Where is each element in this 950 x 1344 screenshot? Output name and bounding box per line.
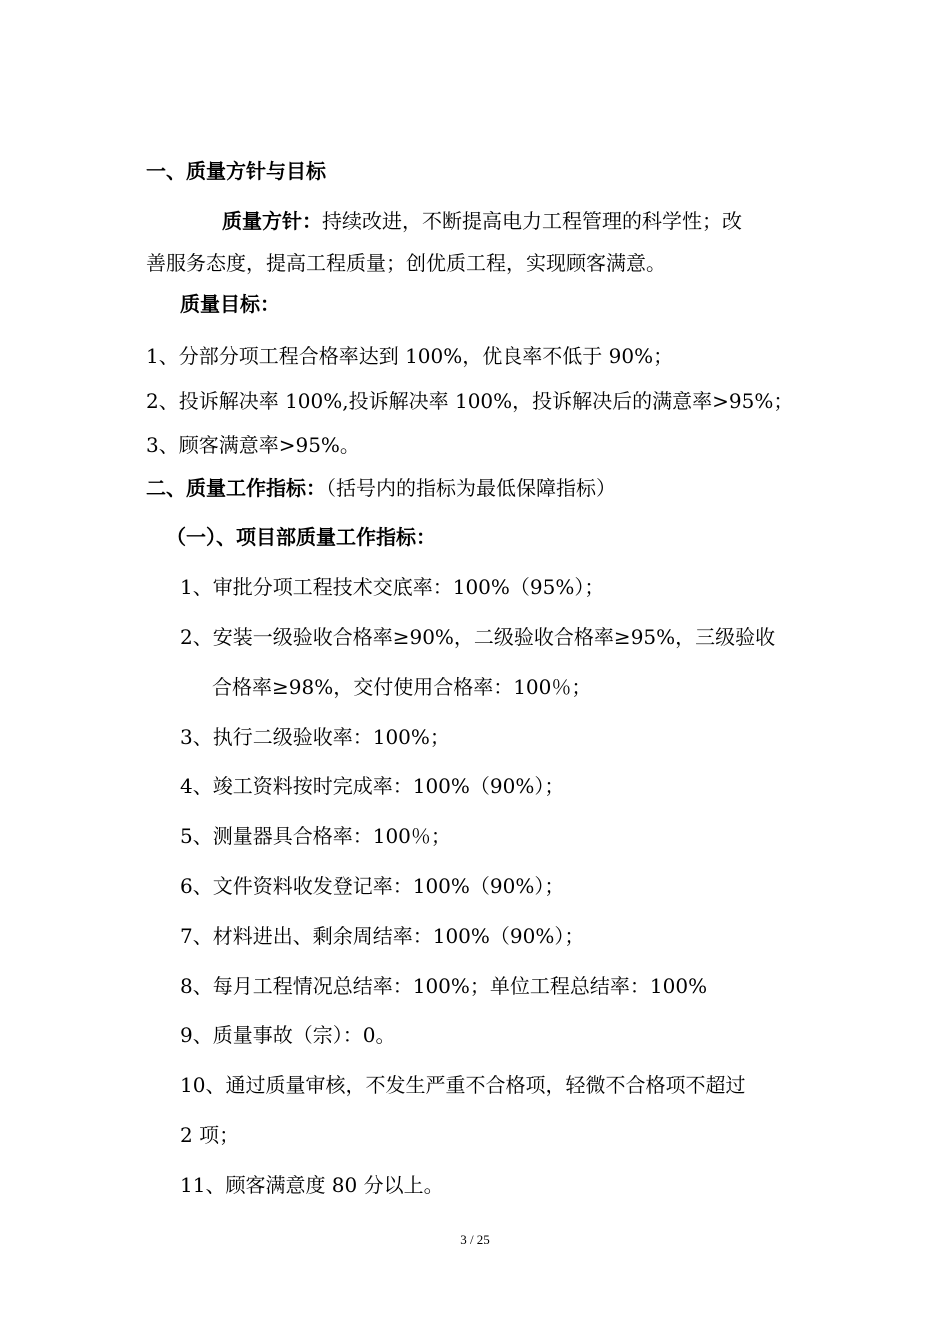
indicator-item-continuation: 合格率≥98%，交付使用合格率：100％； bbox=[212, 675, 592, 699]
goal-item: 1、分部分项工程合格率达到 100%，优良率不低于 90%； bbox=[146, 344, 674, 368]
subsection-heading: （一）、项目部质量工作指标： bbox=[166, 525, 436, 549]
indicator-item: 1、审批分项工程技术交底率：100%（95%）； bbox=[180, 575, 605, 599]
indicator-item: 10、通过质量审核，不发生严重不合格项，轻微不合格项不超过 bbox=[180, 1073, 746, 1097]
indicator-item: 8、每月工程情况总结率：100%；单位工程总结率：100% bbox=[180, 974, 708, 998]
indicator-item: 9、质量事故（宗）：0。 bbox=[180, 1023, 396, 1047]
page-number: 3 / 25 bbox=[460, 1232, 490, 1247]
goal-item: 2、投诉解决率 100%,投诉解决率 100%，投诉解决后的满意率>95%； bbox=[146, 389, 794, 413]
quality-policy-text: 持续改进，不断提高电力工程管理的科学性；改 bbox=[322, 209, 742, 233]
quality-goals-label: 质量目标： bbox=[180, 292, 280, 316]
section2-heading-line bbox=[146, 474, 616, 502]
section2-heading-note: （括号内的指标为最低保障指标） bbox=[326, 476, 616, 500]
indicator-item-continuation: 2 项； bbox=[180, 1123, 240, 1147]
section2-heading: 二、质量工作指标： bbox=[146, 476, 326, 500]
quality-policy-label: 质量方针： bbox=[222, 209, 322, 233]
goal-item: 3、顾客满意率>95%。 bbox=[146, 433, 360, 457]
quality-policy-line2: 善服务态度，提高工程质量；创优质工程，实现顾客满意。 bbox=[146, 251, 666, 275]
indicator-item: 5、测量器具合格率：100％； bbox=[180, 824, 451, 848]
indicator-item: 4、竣工资料按时完成率：100%（90%）； bbox=[180, 774, 565, 798]
indicator-item: 3、执行二级验收率：100%； bbox=[180, 725, 450, 749]
indicator-item: 2、安装一级验收合格率≥90%，二级验收合格率≥95%，三级验收 bbox=[180, 625, 776, 649]
section1-heading: 一、质量方针与目标 bbox=[146, 159, 326, 183]
indicator-item: 7、材料进出、剩余周结率：100%（90%）； bbox=[180, 924, 585, 948]
indicator-item: 6、文件资料收发登记率：100%（90%）； bbox=[180, 874, 565, 898]
quality-policy-line1 bbox=[222, 207, 742, 235]
indicator-item: 11、顾客满意度 80 分以上。 bbox=[180, 1173, 444, 1197]
